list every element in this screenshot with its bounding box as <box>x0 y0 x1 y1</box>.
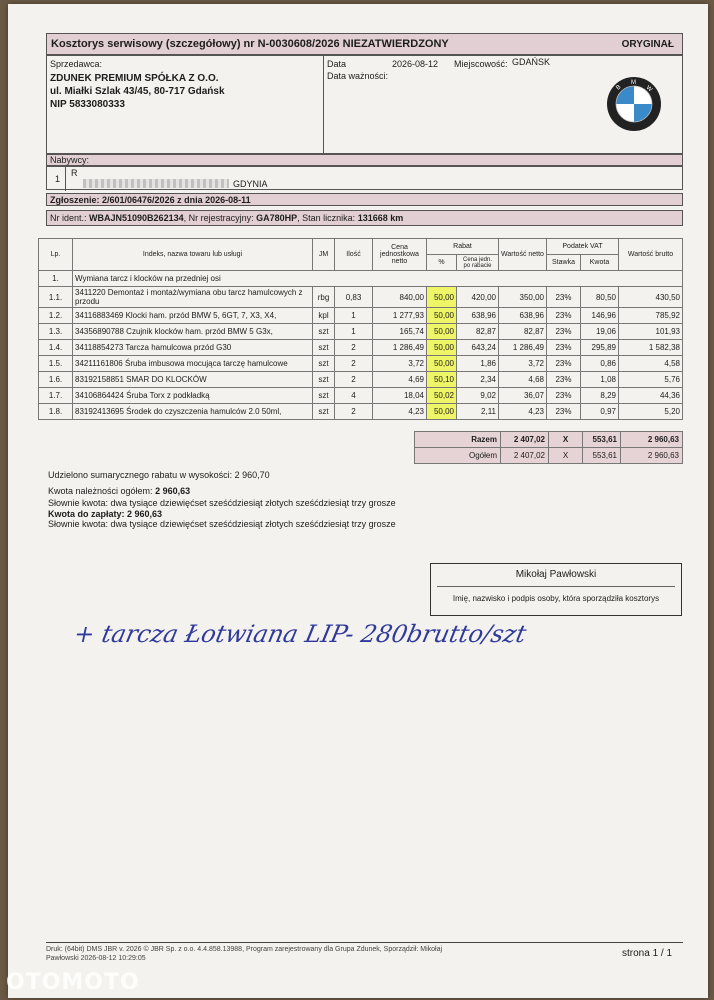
original-label: ORYGINAŁ <box>621 39 674 50</box>
cell-net: 4,68 <box>499 372 547 388</box>
cell-rate: 23% <box>547 356 581 372</box>
cell-after: 2,11 <box>457 404 499 420</box>
cell-qty: 2 <box>335 340 373 356</box>
discount-summary: Udzielono sumarycznego rabatu w wysokości: 2 960,70 <box>48 470 270 480</box>
cell-lp: 1.8. <box>39 404 73 420</box>
cell-price: 3,72 <box>373 356 427 372</box>
cell-lp: 1.5. <box>39 356 73 372</box>
header-vat: Podatek VAT <box>547 239 619 255</box>
cell-price: 165,74 <box>373 324 427 340</box>
cell-net: 82,87 <box>499 324 547 340</box>
razem-gross: 2 960,63 <box>621 432 683 448</box>
report-line: Zgłoszenie: 2/601/06476/2026 z dnia 2026-08-11 <box>50 195 251 205</box>
table-row <box>39 404 683 420</box>
cell-pct: 50,00 <box>427 287 457 308</box>
signature-line <box>437 586 675 587</box>
validity-label: Data ważności: <box>327 71 389 81</box>
city-value: GDAŃSK <box>512 57 551 67</box>
cell-gross: 5,76 <box>619 372 683 388</box>
cell-name: 34116883469 Klocki ham. przód BMW 5, 6GT, 7, X3, X4, <box>73 308 313 324</box>
header-discount-price: Cena jedn. po rabacie <box>457 255 499 271</box>
cell-net: 36,07 <box>499 388 547 404</box>
buyer-index: 1 <box>55 174 61 184</box>
table-row <box>39 388 683 404</box>
cell-net: 4,23 <box>499 404 547 420</box>
cell-name: 83192413695 Środek do czyszczenia hamulców 2.0 50ml, <box>73 404 313 420</box>
due-line <box>48 486 190 496</box>
cell-gross: 4,58 <box>619 356 683 372</box>
ogolem-x: X <box>549 448 583 464</box>
cell-net: 350,00 <box>499 287 547 308</box>
header-vat-rate: Stawka <box>547 255 581 271</box>
cell-after: 82,87 <box>457 324 499 340</box>
section-row <box>39 271 683 287</box>
buyer-city: GDYNIA <box>233 179 268 189</box>
seller-box <box>46 55 324 154</box>
cell-price: 1 277,93 <box>373 308 427 324</box>
table-row <box>39 372 683 388</box>
svg-text:B: B <box>615 84 623 92</box>
odo-value: 131668 km <box>357 213 404 223</box>
table-row <box>39 287 683 308</box>
table-row <box>39 308 683 324</box>
handwritten-note <box>74 608 594 656</box>
date-value: 2026-08-12 <box>392 59 439 69</box>
pay-words: Słownie kwota: dwa tysiące dziewięćset sześćdziesiąt złotych sześćdziesiąt trzy grosze <box>48 519 396 529</box>
cell-lp: 1.1. <box>39 287 73 308</box>
cell-jm: szt <box>313 324 335 340</box>
cell-jm: szt <box>313 340 335 356</box>
reg-value: GA780HP <box>256 213 298 223</box>
bmw-logo-icon <box>606 76 662 132</box>
seller-name: ZDUNEK PREMIUM SPÓŁKA Z O.O. <box>50 73 219 84</box>
cell-vat: 295,89 <box>581 340 619 356</box>
cell-lp: 1.2. <box>39 308 73 324</box>
cell-name: 34106864424 Śruba Torx z podkładką <box>73 388 313 404</box>
cell-jm: szt <box>313 388 335 404</box>
signature-caption: Imię, nazwisko i podpis osoby, która sporządziła kosztorys <box>452 594 660 603</box>
seller-label: Sprzedawca: <box>50 59 103 69</box>
cell-gross: 785,92 <box>619 308 683 324</box>
cell-jm: szt <box>313 356 335 372</box>
cell-rate: 23% <box>547 287 581 308</box>
cell-rate: 23% <box>547 372 581 388</box>
title-bar <box>46 33 683 55</box>
buyer-line1: R <box>71 168 78 178</box>
cell-gross: 101,93 <box>619 324 683 340</box>
page-number: strona 1 / 1 <box>622 948 673 959</box>
cell-after: 638,96 <box>457 308 499 324</box>
header-vat-amount: Kwota <box>581 255 619 271</box>
due-words: Słownie kwota: dwa tysiące dziewięćset sześćdziesiąt złotych sześćdziesiąt trzy grosze <box>48 498 396 508</box>
document-title: Kosztorys serwisowy (szczegółowy) nr N-0030608/2026 NIEZATWIERDZONY <box>51 38 449 50</box>
cell-vat: 80,50 <box>581 287 619 308</box>
cell-after: 1,86 <box>457 356 499 372</box>
section-lp: 1. <box>39 271 73 287</box>
cell-vat: 0,97 <box>581 404 619 420</box>
footer-line2: Pawłowski 2026-08-12 10:29:05 <box>46 955 146 962</box>
cell-pct: 50,10 <box>427 372 457 388</box>
razem-net: 2 407,02 <box>501 432 549 448</box>
cell-gross: 5,20 <box>619 404 683 420</box>
cell-jm: kpl <box>313 308 335 324</box>
header-jm: JM <box>313 239 335 271</box>
cell-net: 638,96 <box>499 308 547 324</box>
cell-rate: 23% <box>547 388 581 404</box>
cell-pct: 50,00 <box>427 308 457 324</box>
cell-after: 420,00 <box>457 287 499 308</box>
due-value: 2 960,63 <box>155 486 191 496</box>
seller-address: ul. Miałki Szlak 43/45, 80-717 Gdańsk <box>50 86 225 97</box>
footer-line1: Druk: (64bit) DMS JBR v. 2026 © JBR Sp. z o.o. 4.4.858.13988, Program zarejestrowany dla Grupa Zdunek, Sporządził: Mikołaj <box>46 946 443 953</box>
cell-lp: 1.4. <box>39 340 73 356</box>
ogolem-row <box>415 448 683 464</box>
cell-net: 1 286,49 <box>499 340 547 356</box>
seller-nip: NIP 5833080333 <box>50 99 125 110</box>
cell-net: 3,72 <box>499 356 547 372</box>
cell-qty: 4 <box>335 388 373 404</box>
date-label: Data <box>327 59 347 69</box>
cell-vat: 19,06 <box>581 324 619 340</box>
cell-jm: szt <box>313 404 335 420</box>
razem-x: X <box>549 432 583 448</box>
cell-name-line1: 3411220 Demontaż i montaż/wymiana obu tarcz hamulcowych z <box>75 288 303 297</box>
cell-lp: 1.6. <box>39 372 73 388</box>
cell-qty: 1 <box>335 308 373 324</box>
header-discount-pct: % <box>427 255 457 271</box>
cell-jm: szt <box>313 372 335 388</box>
razem-row <box>415 432 683 448</box>
cell-pct: 50,00 <box>427 324 457 340</box>
header-discount: Rabat <box>427 239 499 255</box>
table-row <box>39 340 683 356</box>
cell-vat: 1,08 <box>581 372 619 388</box>
buyer-label: Nabywcy: <box>50 155 90 165</box>
pay-line <box>48 509 162 519</box>
cell-rate: 23% <box>547 324 581 340</box>
cell-gross: 44,36 <box>619 388 683 404</box>
vehicle-line <box>50 213 403 223</box>
cell-price: 4,23 <box>373 404 427 420</box>
cell-name: 34118854273 Tarcza hamulcowa przód G30 <box>73 340 313 356</box>
razem-label: Razem <box>415 432 501 448</box>
cell-gross: 1 582,38 <box>619 340 683 356</box>
header-gross: Wartość brutto <box>619 239 683 271</box>
section-name: Wymiana tarcz i klocków na przedniej osi <box>73 271 683 287</box>
cell-lp: 1.7. <box>39 388 73 404</box>
cell-qty: 2 <box>335 372 373 388</box>
city-label: Miejscowość: <box>454 59 508 69</box>
reg-label: , Nr rejestracyjny: <box>183 213 254 223</box>
cell-qty: 1 <box>335 324 373 340</box>
header-net: Wartość netto <box>499 239 547 271</box>
pay-value: 2 960,63 <box>127 509 163 519</box>
cell-jm: rbg <box>313 287 335 308</box>
redaction-blur <box>83 179 229 188</box>
buyer-header <box>46 154 683 166</box>
ogolem-label: Ogółem <box>415 448 501 464</box>
cell-pct: 50,00 <box>427 404 457 420</box>
cell-name <box>73 287 313 308</box>
due-label: Kwota należności ogółem: <box>48 486 153 496</box>
cell-price: 840,00 <box>373 287 427 308</box>
cell-after: 643,24 <box>457 340 499 356</box>
header-price: Cena jednostkowa netto <box>373 239 427 271</box>
vin-label: Nr ident.: <box>50 213 87 223</box>
pay-label: Kwota do zapłaty: <box>48 509 125 519</box>
cell-rate: 23% <box>547 308 581 324</box>
razem-vat: 553,61 <box>583 432 621 448</box>
header-lp: Lp. <box>39 239 73 271</box>
header-name: Indeks, nazwa towaru lub usługi <box>73 239 313 271</box>
svg-text:W: W <box>644 84 653 94</box>
table-row <box>39 324 683 340</box>
cell-vat: 8,29 <box>581 388 619 404</box>
watermark-logo: OTOMOTO <box>6 970 140 995</box>
buyer-separator <box>65 167 66 191</box>
cell-name: 34356890788 Czujnik klocków ham. przód BMW 5 G3x, <box>73 324 313 340</box>
cell-price: 18,04 <box>373 388 427 404</box>
cell-pct: 50,00 <box>427 340 457 356</box>
cell-after: 9,02 <box>457 388 499 404</box>
header-qty: Ilość <box>335 239 373 271</box>
cell-after: 2,34 <box>457 372 499 388</box>
cell-name: 83192158851 SMAR DO KLOCKÓW <box>73 372 313 388</box>
ogolem-vat: 553,61 <box>583 448 621 464</box>
svg-text:M: M <box>631 80 636 86</box>
totals-table <box>414 431 683 464</box>
cell-vat: 0,86 <box>581 356 619 372</box>
cell-qty: 0,83 <box>335 287 373 308</box>
cell-vat: 146,96 <box>581 308 619 324</box>
vin-value: WBAJN51090B262134 <box>89 213 184 223</box>
cell-name: 34211161806 Śruba imbusowa mocująca tarczę hamulcowe <box>73 356 313 372</box>
odo-label: , Stan licznika: <box>297 213 356 223</box>
vehicle-bar <box>46 210 683 226</box>
report-bar <box>46 193 683 206</box>
table-row <box>39 356 683 372</box>
cell-price: 4,69 <box>373 372 427 388</box>
signature-name: Mikołaj Pawłowski <box>515 569 597 580</box>
ogolem-net: 2 407,02 <box>501 448 549 464</box>
handwritten-text: + tarcza Łotwiana LIP- 280brutto/szt <box>74 619 530 648</box>
cell-rate: 23% <box>547 404 581 420</box>
cell-qty: 2 <box>335 356 373 372</box>
cell-pct: 50,00 <box>427 356 457 372</box>
buyer-box <box>46 166 683 190</box>
items-table <box>38 238 683 420</box>
table-header-row <box>39 239 683 255</box>
cell-name-line2: przodu <box>75 297 100 306</box>
cell-pct: 50,02 <box>427 388 457 404</box>
cell-lp: 1.3. <box>39 324 73 340</box>
cell-gross: 430,50 <box>619 287 683 308</box>
cell-qty: 2 <box>335 404 373 420</box>
footer-rule <box>46 942 683 943</box>
dates-box <box>323 55 683 154</box>
cell-price: 1 286,49 <box>373 340 427 356</box>
ogolem-gross: 2 960,63 <box>621 448 683 464</box>
cell-rate: 23% <box>547 340 581 356</box>
